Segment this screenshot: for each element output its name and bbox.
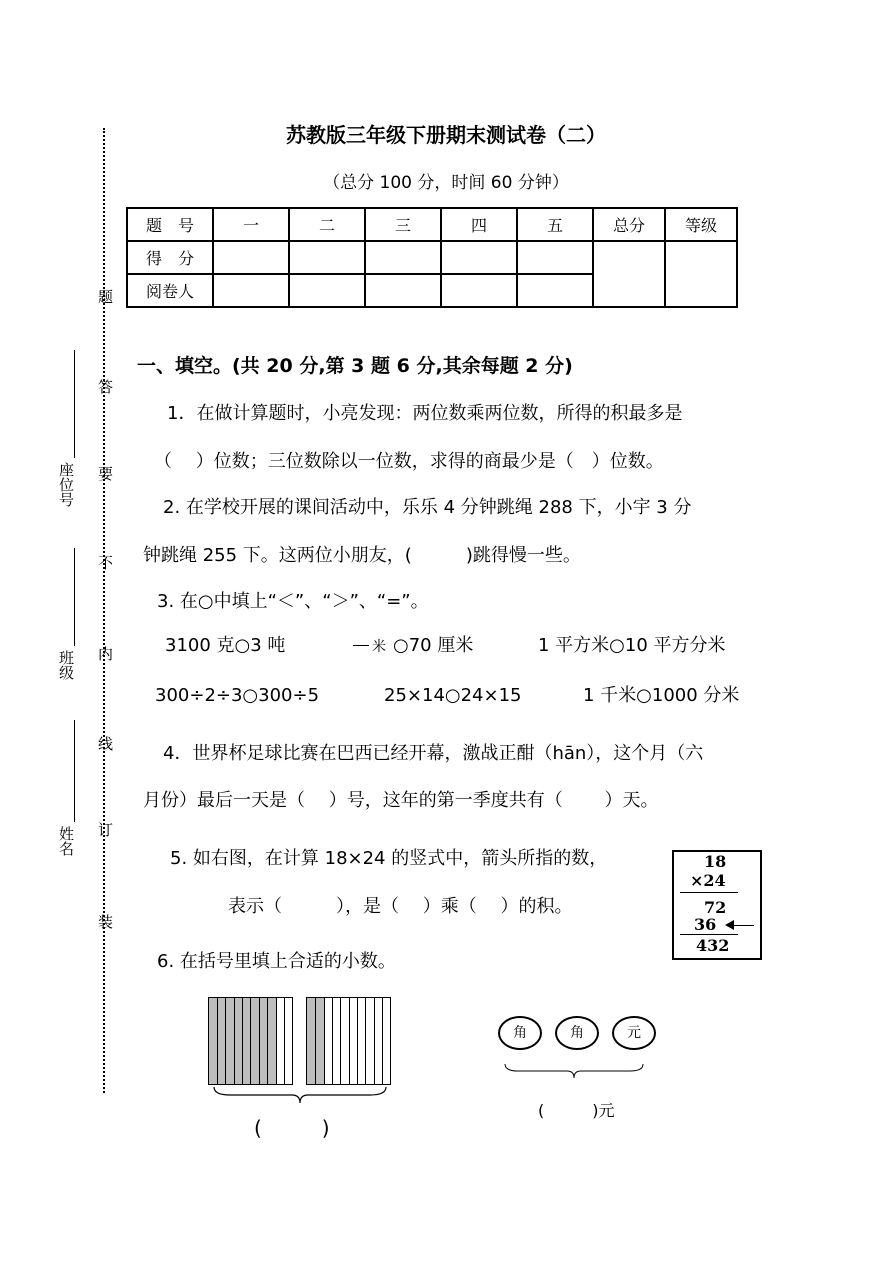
fraction-bar (353, 645, 369, 646)
partial-product: 36 (694, 915, 717, 934)
seat-number-label: 座位号 (57, 462, 75, 507)
table-row (127, 208, 737, 241)
grader-cell[interactable] (365, 274, 441, 307)
total-score-cell[interactable] (593, 241, 665, 307)
comparison-item: 300÷2÷3○300÷5 (155, 685, 320, 706)
grader-cell[interactable] (213, 274, 289, 307)
score-cell[interactable] (365, 241, 441, 274)
product-result: 432 (696, 936, 730, 955)
binding-label: 线 (96, 736, 114, 751)
question-2-text: 钟跳绳 255 下。这两位小朋友，( )跳得慢一些。 (143, 545, 581, 566)
answer-blank[interactable]: ( ) (254, 1116, 330, 1140)
question-5-text: 5. 如右图，在计算 18×24 的竖式中，箭头所指的数， (170, 848, 608, 869)
comparison-item: 1 平方米○10 平方分米 (538, 635, 726, 656)
score-cell[interactable] (213, 241, 289, 274)
class-label: 班级 (57, 650, 75, 680)
table-header-cell: 四 (441, 208, 517, 241)
score-table (126, 207, 738, 308)
question-4-text: 月份）最后一天是（ ）号，这年的第一季度共有（ ）天。 (143, 790, 659, 811)
question-1-text: 1．在做计算题时，小亮发现：两位数乘两位数，所得的积最多是 (167, 403, 683, 424)
binding-label: 答 (96, 379, 114, 394)
shaded-grid-figure (208, 997, 293, 1085)
coin-jiao-icon: 角 (498, 1016, 542, 1050)
table-header-cell: 题 号 (127, 208, 213, 241)
brace-icon (502, 1062, 648, 1080)
calc-divider (680, 934, 738, 935)
grader-cell[interactable] (517, 274, 593, 307)
table-header-cell: 等级 (665, 208, 737, 241)
comparison-unit: 米 (372, 639, 386, 655)
comparison-item: 25×14○24×15 (384, 685, 522, 706)
table-header-cell: 一 (213, 208, 289, 241)
score-cell[interactable] (289, 241, 365, 274)
binding-label: 要 (96, 466, 114, 481)
section-heading: 一、填空。(共 20 分,第 3 题 6 分,其余每题 2 分) (137, 355, 573, 377)
multiplier: ×24 (690, 871, 726, 890)
binding-label: 不 (96, 555, 114, 570)
coin-jiao-icon: 角 (555, 1016, 599, 1050)
score-cell[interactable] (441, 241, 517, 274)
table-row (127, 241, 737, 274)
grader-cell[interactable] (441, 274, 517, 307)
table-header-cell: 总分 (593, 208, 665, 241)
page-title: 苏教版三年级下册期末测试卷（二） (286, 123, 606, 147)
partial-product: 72 (704, 898, 727, 917)
table-header-cell: 二 (289, 208, 365, 241)
table-row-label: 阅卷人 (127, 274, 213, 307)
name-blank[interactable] (74, 720, 75, 822)
question-5-text: 表示（ ），是（ ）乘（ ）的积。 (228, 896, 573, 917)
question-6-intro: 6. 在括号里填上合适的小数。 (157, 951, 396, 972)
table-header-cell: 三 (365, 208, 441, 241)
question-2-text: 2. 在学校开展的课间活动中，乐乐 4 分钟跳绳 288 下，小宇 3 分 (163, 497, 692, 518)
binding-label: 装 (96, 914, 114, 929)
calc-divider (680, 892, 738, 893)
name-label: 姓名 (57, 826, 75, 856)
binding-label: 题 (96, 289, 114, 304)
comparison-item: 1 千米○1000 分米 (583, 685, 740, 706)
question-1-text: （ ）位数；三位数除以一位数，求得的商最少是（ ）位数。 (154, 451, 664, 472)
striped-grid-figure (306, 997, 391, 1085)
table-row-label: 得 分 (127, 241, 213, 274)
grade-cell[interactable] (665, 241, 737, 307)
score-cell[interactable] (517, 241, 593, 274)
multiplicand: 18 (704, 852, 727, 871)
table-header-cell: 五 (517, 208, 593, 241)
grader-cell[interactable] (289, 274, 365, 307)
question-4-text: 4．世界杯足球比赛在巴西已经开幕，激战正酣（hān），这个月（六 (163, 743, 704, 764)
question-3-intro: 3. 在○中填上“＜”、“＞”、“=”。 (157, 591, 429, 612)
seat-number-blank[interactable] (74, 350, 75, 458)
answer-blank[interactable]: ( )元 (538, 1101, 615, 1120)
binding-label: 内 (96, 646, 114, 661)
comparison-item: ○70 厘米 (393, 635, 474, 656)
coin-yuan-icon: 元 (612, 1016, 656, 1050)
binding-label: 订 (96, 822, 114, 837)
comparison-item: 3100 克○3 吨 (165, 635, 286, 656)
vertical-multiplication (672, 850, 762, 960)
brace-icon (210, 1085, 390, 1105)
arrow-head-icon (725, 920, 734, 930)
page-subtitle: （总分 100 分，时间 60 分钟） (323, 173, 569, 193)
binding-dotted-line (103, 128, 105, 1093)
class-blank[interactable] (74, 548, 75, 646)
